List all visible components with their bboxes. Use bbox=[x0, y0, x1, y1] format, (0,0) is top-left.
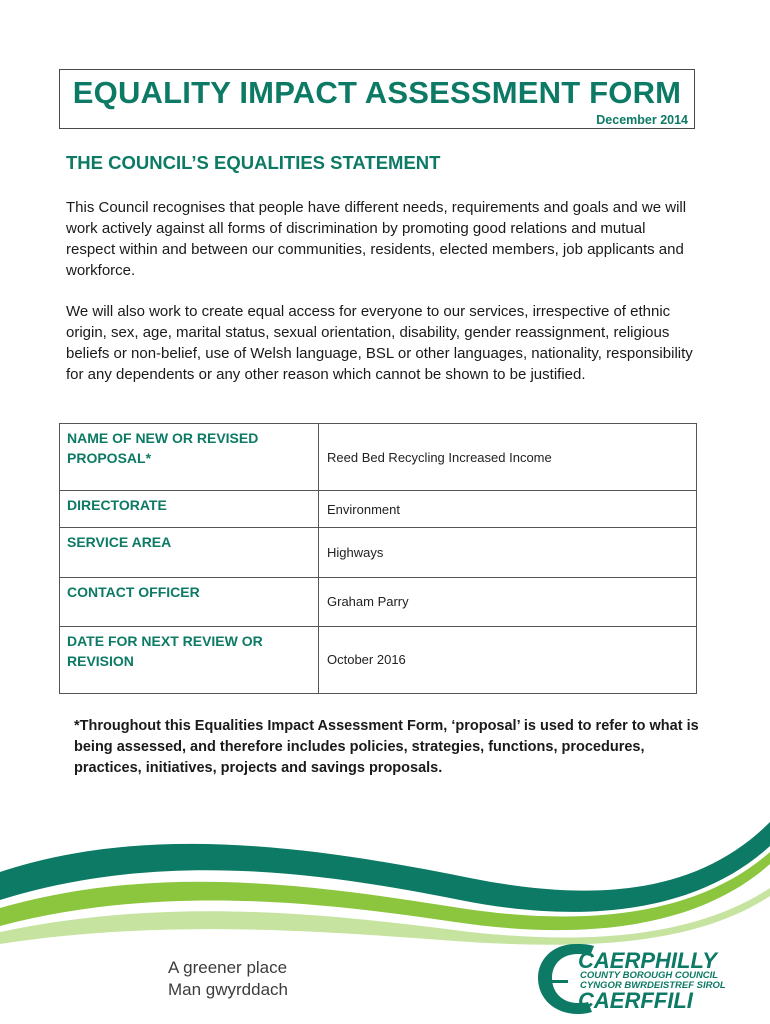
table-row bbox=[60, 528, 697, 577]
form-date: December 2014 bbox=[596, 113, 688, 127]
slogan bbox=[168, 957, 288, 1001]
table-row bbox=[60, 424, 697, 491]
directorate-value: Environment bbox=[319, 491, 697, 528]
proposal-name-value: Reed Bed Recycling Increased Income bbox=[319, 424, 697, 491]
service-area-label: SERVICE AREA bbox=[60, 528, 319, 577]
directorate-label: DIRECTORATE bbox=[60, 491, 319, 528]
logo-caerphilly: CAERPHILLY bbox=[578, 948, 717, 973]
logo-bar bbox=[542, 980, 568, 983]
statement-paragraph-2: We will also work to create equal access for everyone to our services, irrespective of ethnic origin, sex, age, marital status, sexual orientation, disability, gender reassignment, religious beliefs or non-belief, use of Welsh language, BSL or other languages, nationality, responsibility for any dependents or any other reason which cannot be shown to be justified. bbox=[66, 303, 693, 383]
next-review-label: DATE FOR NEXT REVIEW OR REVISION bbox=[60, 626, 319, 693]
proposal-details-table bbox=[59, 423, 697, 694]
logo-county-borough: COUNTY BOROUGH COUNCIL bbox=[580, 970, 719, 981]
slogan-english: A greener place bbox=[168, 958, 288, 977]
table-row bbox=[60, 491, 697, 528]
service-area-value: Highways bbox=[319, 528, 697, 577]
proposal-footnote: *Throughout this Equalities Impact Assessment Form, ‘proposal’ is used to refer to what is being assessed, and therefore includes policies, strategies, functions, procedures, practices, initiatives, projects and savings proposals. bbox=[74, 718, 699, 776]
decorative-swoosh bbox=[0, 800, 770, 950]
contact-officer-label: CONTACT OFFICER bbox=[60, 577, 319, 626]
slogan-welsh: Man gwyrddach bbox=[168, 980, 289, 999]
proposal-name-label: NAME OF NEW OR REVISED PROPOSAL* bbox=[60, 424, 319, 491]
form-header bbox=[59, 69, 695, 129]
logo-caerffili: CAERFFILI bbox=[578, 988, 693, 1013]
contact-officer-value: Graham Parry bbox=[319, 577, 697, 626]
statement-paragraph-1: This Council recognises that people have different needs, requirements and goals and we will work actively against all forms of discrimination by promoting good relations and mutual respect within and between our communities, residents, elected members, job applicants and workforce. bbox=[66, 199, 687, 279]
form-title: EQUALITY IMPACT ASSESSMENT FORM bbox=[72, 75, 682, 110]
logo-cyngor: CYNGOR BWRDEISTREF SIROL bbox=[580, 980, 726, 991]
section-heading: THE COUNCIL’S EQUALITIES STATEMENT bbox=[66, 152, 441, 173]
next-review-value: October 2016 bbox=[319, 626, 697, 693]
table-row bbox=[60, 626, 697, 693]
table-row bbox=[60, 577, 697, 626]
council-logo bbox=[536, 940, 736, 1016]
